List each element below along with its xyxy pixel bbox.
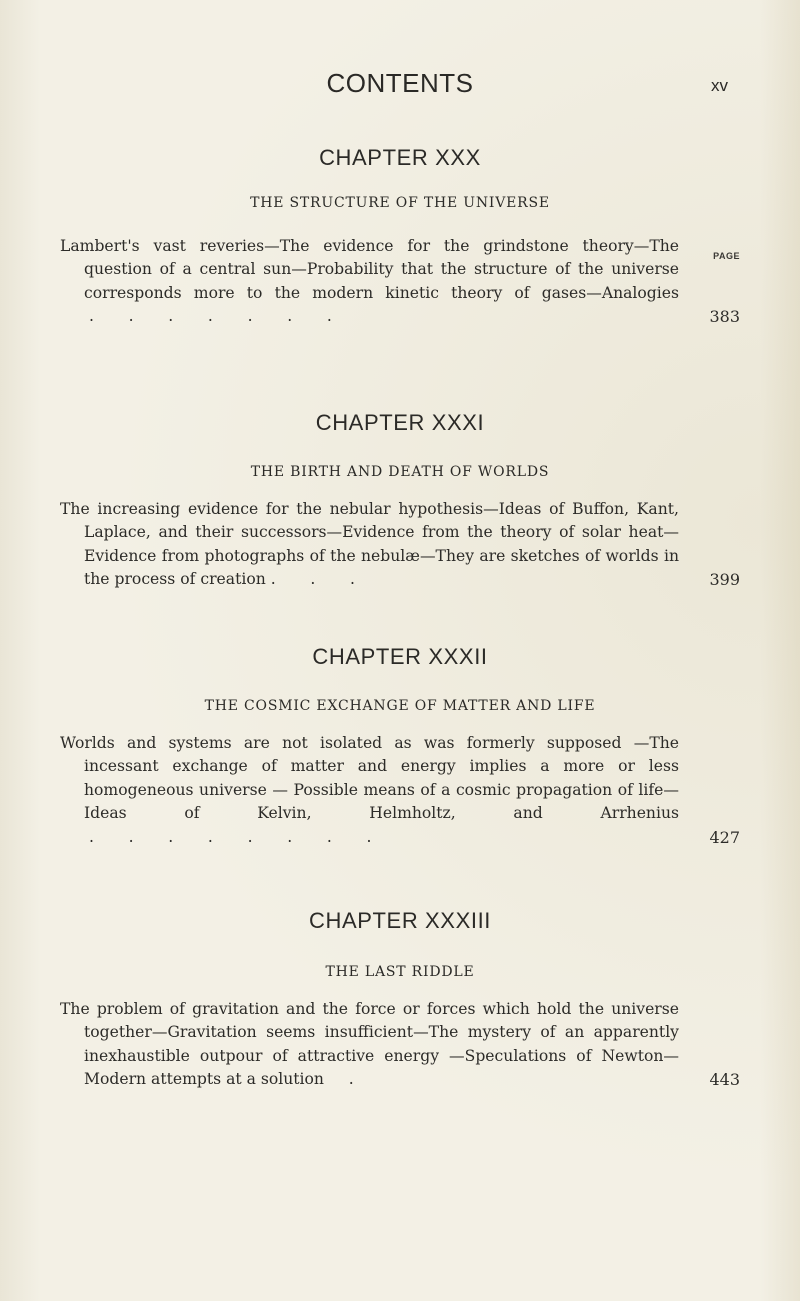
chapter-summary-entry [60, 732, 740, 849]
chapter-summary-text [60, 498, 679, 592]
chapter-subtitle: THE COSMIC EXCHANGE OF MATTER AND LIFE [204, 698, 596, 714]
chapter-heading: CHAPTER XXXIII [309, 908, 491, 933]
running-head-title: CONTENTS [326, 68, 474, 98]
chapter-summary: Worlds and systems are not isolated as was formerly supposed —The incessant exchange of matter and energy implies a more or less homogeneous universe — Possible means of a cosmic propagation of life—Ideas of Kelvin, Helmholtz, and Arrhenius [60, 734, 679, 823]
chapter-xxxiii [60, 908, 740, 1092]
leader-dots: . . . . . . . . [84, 827, 372, 846]
chapter-subtitle: THE STRUCTURE OF THE UNIVERSE [250, 195, 550, 211]
chapter-summary-entry [60, 998, 740, 1092]
chapter-subtitle: THE LAST RIDDLE [325, 964, 475, 980]
chapter-xxxi [60, 410, 740, 592]
chapter-heading: CHAPTER XXX [319, 145, 481, 170]
leader-dots: . [323, 1070, 354, 1089]
chapter-summary: Lambert's vast reveries—The evidence for the grindstone theory—The question of a central sun—Probability that the structure of the universe corresponds more to the modern kinetic theory of gases—Analogies [60, 237, 679, 302]
chapter-summary-entry [60, 235, 740, 329]
chapter-xxxii [60, 644, 740, 849]
page-column-label: PAGE [713, 251, 740, 261]
chapter-summary: The increasing evidence for the nebular hypothesis—Ideas of Buffon, Kant, Laplace, and their successors—Evidence from the theory of solar heat—Evidence from photographs of the nebulæ—They are sketches of worlds in the process of creation [60, 500, 679, 589]
chapter-page-number: 383 [709, 307, 740, 327]
chapter-summary-text [60, 998, 679, 1092]
chapter-summary: The problem of gravitation and the force or forces which hold the universe together—Gravitation seems insufficient—The mystery of an apparently inexhaustible outpour of attractive energy —Speculations of Newton—Modern attempts at a solution [60, 1000, 679, 1089]
running-head [0, 68, 800, 108]
leader-dots: . . . . . . . [84, 307, 332, 326]
chapter-summary-entry [60, 498, 740, 592]
chapter-page-number: 443 [709, 1070, 740, 1090]
chapter-subtitle: THE BIRTH AND DEATH OF WORLDS [250, 464, 550, 480]
chapter-page-number: 399 [709, 570, 740, 590]
chapter-page-number: 427 [709, 827, 740, 847]
chapter-heading: CHAPTER XXXI [315, 410, 485, 435]
running-head-page-number: xv [711, 76, 728, 95]
chapter-summary-text [60, 732, 679, 849]
chapter-heading: CHAPTER XXXII [312, 644, 488, 669]
chapter-xxx [60, 145, 740, 329]
chapter-summary-text [60, 235, 679, 329]
leader-dots: . . . [265, 570, 355, 589]
